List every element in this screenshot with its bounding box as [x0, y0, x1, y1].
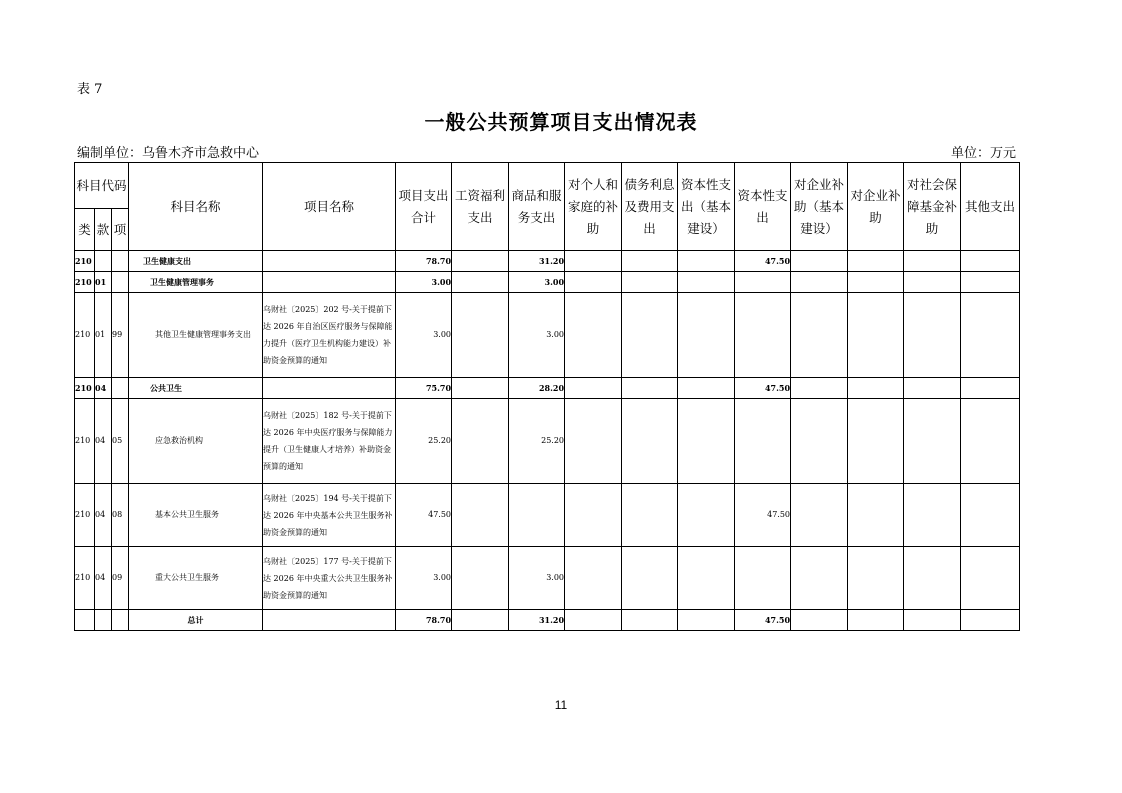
cell-goods: 3.00	[509, 547, 565, 610]
cell-lei: 210	[75, 378, 95, 399]
cell-social	[904, 547, 961, 610]
cell-wage	[452, 399, 509, 484]
cell-kuan	[95, 610, 112, 631]
cell-capital-basic	[678, 484, 735, 547]
cell-other	[961, 378, 1020, 399]
cell-project-name: 乌财社〔2025〕194 号-关于提前下达 2026 年中央基本公共卫生服务补助资金预算的通知	[263, 484, 396, 547]
cell-debt	[622, 293, 678, 378]
cell-subject-name: 公共卫生	[129, 378, 263, 399]
header-other: 其他支出	[961, 163, 1020, 251]
table-row	[75, 251, 1020, 272]
cell-debt	[622, 399, 678, 484]
cell-wage	[452, 378, 509, 399]
table-row	[75, 272, 1020, 293]
cell-capital	[735, 272, 791, 293]
cell-wage	[452, 251, 509, 272]
cell-goods: 31.20	[509, 610, 565, 631]
cell-enterprise-basic	[791, 610, 848, 631]
table-body	[75, 251, 1020, 631]
cell-enterprise	[848, 378, 904, 399]
cell-other	[961, 272, 1020, 293]
cell-social	[904, 399, 961, 484]
cell-kuan: 04	[95, 547, 112, 610]
cell-total: 78.70	[396, 610, 452, 631]
cell-project-name: 乌财社〔2025〕182 号-关于提前下达 2026 年中央医疗服务与保障能力提升（卫生健康人才培养）补助资金预算的通知	[263, 399, 396, 484]
cell-debt	[622, 251, 678, 272]
cell-subject-name: 应急救治机构	[129, 399, 263, 484]
cell-kuan: 01	[95, 293, 112, 378]
cell-personal	[565, 378, 622, 399]
cell-project-name	[263, 610, 396, 631]
cell-capital	[735, 547, 791, 610]
cell-kuan	[95, 251, 112, 272]
table-number: 表 7	[77, 82, 103, 97]
cell-debt	[622, 272, 678, 293]
header-project-name: 项目名称	[263, 163, 396, 251]
cell-debt	[622, 378, 678, 399]
header-kuan: 款	[95, 209, 112, 251]
cell-lei	[75, 610, 95, 631]
cell-total: 78.70	[396, 251, 452, 272]
cell-capital-basic	[678, 399, 735, 484]
cell-other	[961, 610, 1020, 631]
compiling-unit: 编制单位：乌鲁木齐市急救中心	[77, 146, 260, 161]
header-enterprise-basic: 对企业补助（基本建设）	[791, 163, 848, 251]
header-debt-interest: 债务利息及费用支出	[622, 163, 678, 251]
cell-capital	[735, 293, 791, 378]
cell-subject-name: 重大公共卫生服务	[129, 547, 263, 610]
cell-xiang	[112, 610, 129, 631]
cell-project-name	[263, 378, 396, 399]
cell-enterprise	[848, 484, 904, 547]
cell-personal	[565, 484, 622, 547]
cell-capital-basic	[678, 378, 735, 399]
cell-lei: 210	[75, 547, 95, 610]
cell-capital: 47.50	[735, 610, 791, 631]
cell-enterprise-basic	[791, 293, 848, 378]
page-title: 一般公共预算项目支出情况表	[424, 110, 698, 134]
cell-enterprise	[848, 272, 904, 293]
header-xiang: 项	[112, 209, 129, 251]
cell-capital-basic	[678, 293, 735, 378]
table-row	[75, 610, 1020, 631]
cell-xiang: 05	[112, 399, 129, 484]
cell-other	[961, 547, 1020, 610]
cell-kuan: 04	[95, 399, 112, 484]
cell-enterprise-basic	[791, 378, 848, 399]
cell-xiang	[112, 378, 129, 399]
cell-capital-basic	[678, 547, 735, 610]
cell-capital: 47.50	[735, 484, 791, 547]
header-capital-basic: 资本性支出（基本建设）	[678, 163, 735, 251]
cell-goods: 28.20	[509, 378, 565, 399]
header-lei: 类	[75, 209, 95, 251]
cell-total: 3.00	[396, 547, 452, 610]
cell-enterprise	[848, 547, 904, 610]
cell-wage	[452, 293, 509, 378]
cell-social	[904, 484, 961, 547]
cell-wage	[452, 547, 509, 610]
currency-unit: 单位：万元	[950, 146, 1016, 161]
cell-debt	[622, 610, 678, 631]
cell-personal	[565, 251, 622, 272]
cell-subject-name: 总计	[129, 610, 263, 631]
page-number: 11	[554, 698, 568, 712]
cell-debt	[622, 484, 678, 547]
cell-xiang: 09	[112, 547, 129, 610]
cell-capital-basic	[678, 272, 735, 293]
cell-wage	[452, 272, 509, 293]
cell-subject-name: 卫生健康支出	[129, 251, 263, 272]
cell-enterprise-basic	[791, 272, 848, 293]
cell-kuan: 01	[95, 272, 112, 293]
cell-kuan: 04	[95, 378, 112, 399]
cell-total: 3.00	[396, 293, 452, 378]
cell-total: 75.70	[396, 378, 452, 399]
cell-capital-basic	[678, 610, 735, 631]
header-goods-services: 商品和服务支出	[509, 163, 565, 251]
cell-other	[961, 399, 1020, 484]
cell-goods: 3.00	[509, 272, 565, 293]
header-personal-subsidy: 对个人和家庭的补助	[565, 163, 622, 251]
cell-social	[904, 251, 961, 272]
cell-enterprise-basic	[791, 547, 848, 610]
header-wage: 工资福利支出	[452, 163, 509, 251]
cell-total: 3.00	[396, 272, 452, 293]
cell-lei: 210	[75, 293, 95, 378]
cell-project-name	[263, 272, 396, 293]
cell-capital: 47.50	[735, 251, 791, 272]
header-subject-code: 科目代码	[75, 163, 129, 209]
cell-enterprise-basic	[791, 484, 848, 547]
cell-enterprise	[848, 293, 904, 378]
cell-total: 25.20	[396, 399, 452, 484]
cell-xiang: 08	[112, 484, 129, 547]
table-row	[75, 293, 1020, 378]
cell-project-name: 乌财社〔2025〕177 号-关于提前下达 2026 年中央重大公共卫生服务补助资金预算的通知	[263, 547, 396, 610]
header-subject-name: 科目名称	[129, 163, 263, 251]
cell-kuan: 04	[95, 484, 112, 547]
header-capital: 资本性支出	[735, 163, 791, 251]
header-project-total: 项目支出合计	[396, 163, 452, 251]
cell-xiang	[112, 272, 129, 293]
table-row	[75, 399, 1020, 484]
cell-enterprise	[848, 251, 904, 272]
header-social-security: 对社会保障基金补助	[904, 163, 961, 251]
cell-enterprise	[848, 610, 904, 631]
cell-subject-name: 其他卫生健康管理事务支出	[129, 293, 263, 378]
cell-wage	[452, 610, 509, 631]
cell-total: 47.50	[396, 484, 452, 547]
cell-social	[904, 272, 961, 293]
cell-enterprise-basic	[791, 399, 848, 484]
cell-enterprise-basic	[791, 251, 848, 272]
table-row	[75, 378, 1020, 399]
cell-debt	[622, 547, 678, 610]
cell-personal	[565, 399, 622, 484]
cell-goods: 25.20	[509, 399, 565, 484]
cell-enterprise	[848, 399, 904, 484]
cell-lei: 210	[75, 251, 95, 272]
cell-capital	[735, 399, 791, 484]
cell-other	[961, 251, 1020, 272]
cell-personal	[565, 610, 622, 631]
cell-capital: 47.50	[735, 378, 791, 399]
cell-wage	[452, 484, 509, 547]
cell-social	[904, 293, 961, 378]
table-row	[75, 484, 1020, 547]
cell-goods: 31.20	[509, 251, 565, 272]
table-row	[75, 547, 1020, 610]
cell-personal	[565, 272, 622, 293]
cell-xiang: 99	[112, 293, 129, 378]
cell-goods: 3.00	[509, 293, 565, 378]
cell-social	[904, 610, 961, 631]
cell-subject-name: 基本公共卫生服务	[129, 484, 263, 547]
cell-xiang	[112, 251, 129, 272]
cell-lei: 210	[75, 272, 95, 293]
cell-other	[961, 293, 1020, 378]
header-enterprise: 对企业补助	[848, 163, 904, 251]
cell-lei: 210	[75, 484, 95, 547]
cell-other	[961, 484, 1020, 547]
cell-goods	[509, 484, 565, 547]
cell-subject-name: 卫生健康管理事务	[129, 272, 263, 293]
cell-capital-basic	[678, 251, 735, 272]
cell-lei: 210	[75, 399, 95, 484]
cell-project-name	[263, 251, 396, 272]
budget-table	[74, 162, 1020, 631]
cell-personal	[565, 293, 622, 378]
cell-personal	[565, 547, 622, 610]
cell-project-name: 乌财社〔2025〕202 号-关于提前下达 2026 年自治区医疗服务与保障能力提升（医疗卫生机构能力建设）补助资金预算的通知	[263, 293, 396, 378]
cell-social	[904, 378, 961, 399]
